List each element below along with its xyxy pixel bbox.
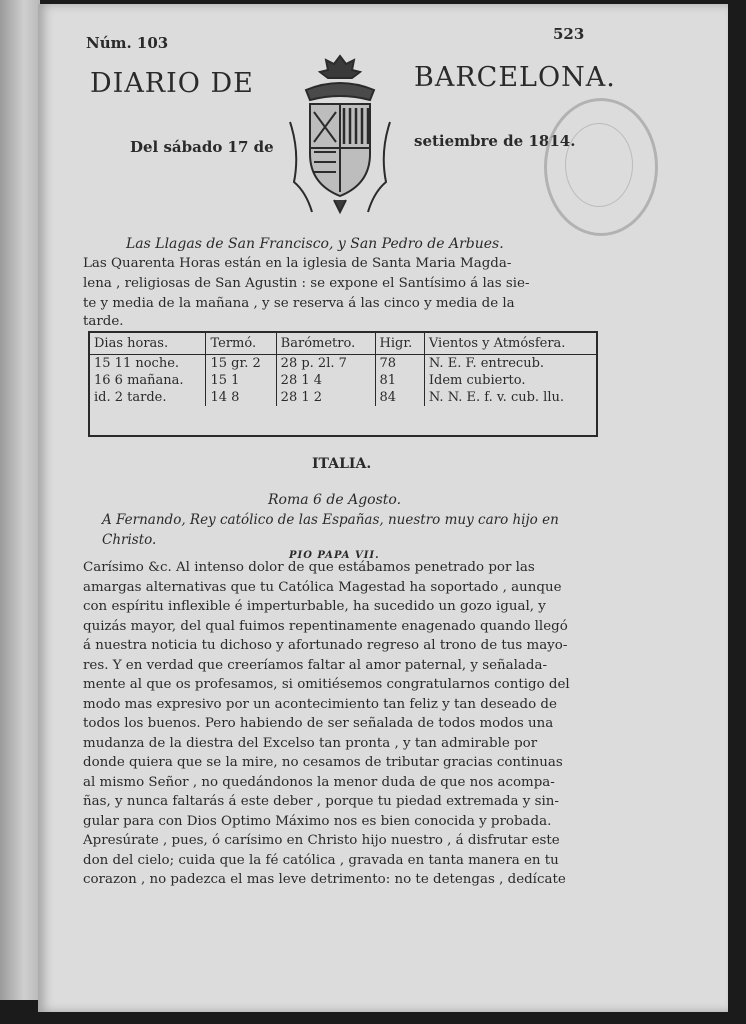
weather-cell: Idem cubierto. [428,373,526,388]
date-left: Del sábado 17 de [130,138,274,156]
body-line: á nuestra noticia tu dichoso y afortunado regreso al trono de tus mayo- [83,638,568,653]
coat-of-arms-icon [284,52,396,217]
letter-address: A Fernando, Rey católico de las Españas, nuestro muy caro hijo en Christo. [102,512,559,548]
weather-cell: 16 6 mañana. [90,372,206,389]
weather-cell: 15 11 noche. [90,355,206,373]
weather-cell: 15 gr. 2 [206,355,276,373]
weather-header: Termó. [206,333,276,355]
body-line: corazon , no padezca el mas leve detrimento: no te detengas , dedícate [83,872,566,887]
notice-line: tarde. [83,314,124,329]
body-line: Apresúrate , pues, ó carísimo en Christo hijo nuestro , á disfrutar este [83,833,560,848]
weather-cell: 81 [375,372,424,389]
weather-cell: 14 8 [206,389,276,406]
page-number: 523 [553,25,585,43]
weather-cell: 28 p. 2l. 7 [276,355,375,373]
weather-cell: id. 2 tarde. [90,389,206,406]
body-line: todos los buenos. Pero habiendo de ser señalada de todos modos una [83,716,554,731]
issue-number: Núm. 103 [86,34,169,52]
letter-body [83,558,603,890]
masthead-title-right: BARCELONA. [414,62,616,93]
letter-author: PIO PAPA VII. [289,550,380,561]
stamp-emblem [565,123,633,207]
weather-row [90,389,596,406]
section-heading: ITALIA. [312,456,372,472]
body-line: ñas, y nunca faltarás á este deber , porque tu piedad extremada y sin- [83,794,559,809]
weather-cell: 78 [375,355,424,373]
feast-day: Las Llagas de San Francisco, y San Pedro de Arbues. [126,236,504,252]
body-line: mudanza de la diestra del Excelso tan pronta , y tan admirable por [83,735,538,751]
weather-header: Vientos y Atmósfera. [424,333,596,355]
body-line: donde quiera que se la mire, no cesamos de tributar gracias continuas [83,755,563,770]
date-right: setiembre de 1814. [414,132,576,150]
weather-header: Higr. [375,333,424,355]
body-line: gular para con Dios Optimo Máximo nos es bien conocida y probada. [83,813,552,829]
weather-cell: 28 1 2 [276,389,375,406]
body-line: con espíritu inflexible é imperturbable, ha sucedido un gozo igual, y [83,599,546,614]
body-line: mente al que os profesamos, si omitiésemos congratularnos contigo del [83,677,570,692]
weather-header: Barómetro. [276,333,375,355]
notice-paragraph [83,254,603,332]
notice-line: te y media de la mañana , y se reserva á las cinco y media de la [83,296,515,311]
body-line: modo mas expresivo por un acontecimiento tan feliz y tan deseado de [83,696,557,712]
library-stamp [544,98,658,236]
body-line: quizás mayor, del qual fuimos repentinamente enagenado quando llegó [83,618,568,634]
weather-cell: 15 1 [206,372,276,389]
weather-cell: N. E. F. entrecub. [428,356,545,371]
weather-header: Dias horas. [90,333,206,355]
body-line: don del cielo; cuida que la fé católica , gravada en tanta manera en tu [83,852,559,868]
notice-line: Las Quarenta Horas están en la iglesia de Santa Maria Magda- [83,256,512,271]
dateline: Roma 6 de Agosto. [268,492,402,508]
facing-page-edge [0,0,40,1000]
weather-cell: N. N. E. f. v. cub. llu. [428,390,565,405]
notice-line: lena , religiosas de San Agustin : se expone el Santísimo á las sie- [83,276,530,291]
newspaper-page [38,4,728,1012]
body-line: Carísimo &c. Al intenso dolor de que estábamos penetrado por las [83,560,535,575]
weather-table [88,331,598,437]
body-line: al mismo Señor , no quedándonos la menor duda de que nos acompa- [83,774,555,790]
weather-cell: 84 [375,389,424,406]
weather-row [90,372,596,389]
weather-cell: 28 1 4 [276,372,375,389]
body-line: amargas alternativas que tu Católica Magestad ha soportado , aunque [83,579,562,595]
masthead-title-left: DIARIO DE [90,68,254,99]
weather-header-row [90,333,596,355]
weather-row [90,355,596,373]
body-line: res. Y en verdad que creeríamos faltar al amor paternal, y señalada- [83,657,547,673]
